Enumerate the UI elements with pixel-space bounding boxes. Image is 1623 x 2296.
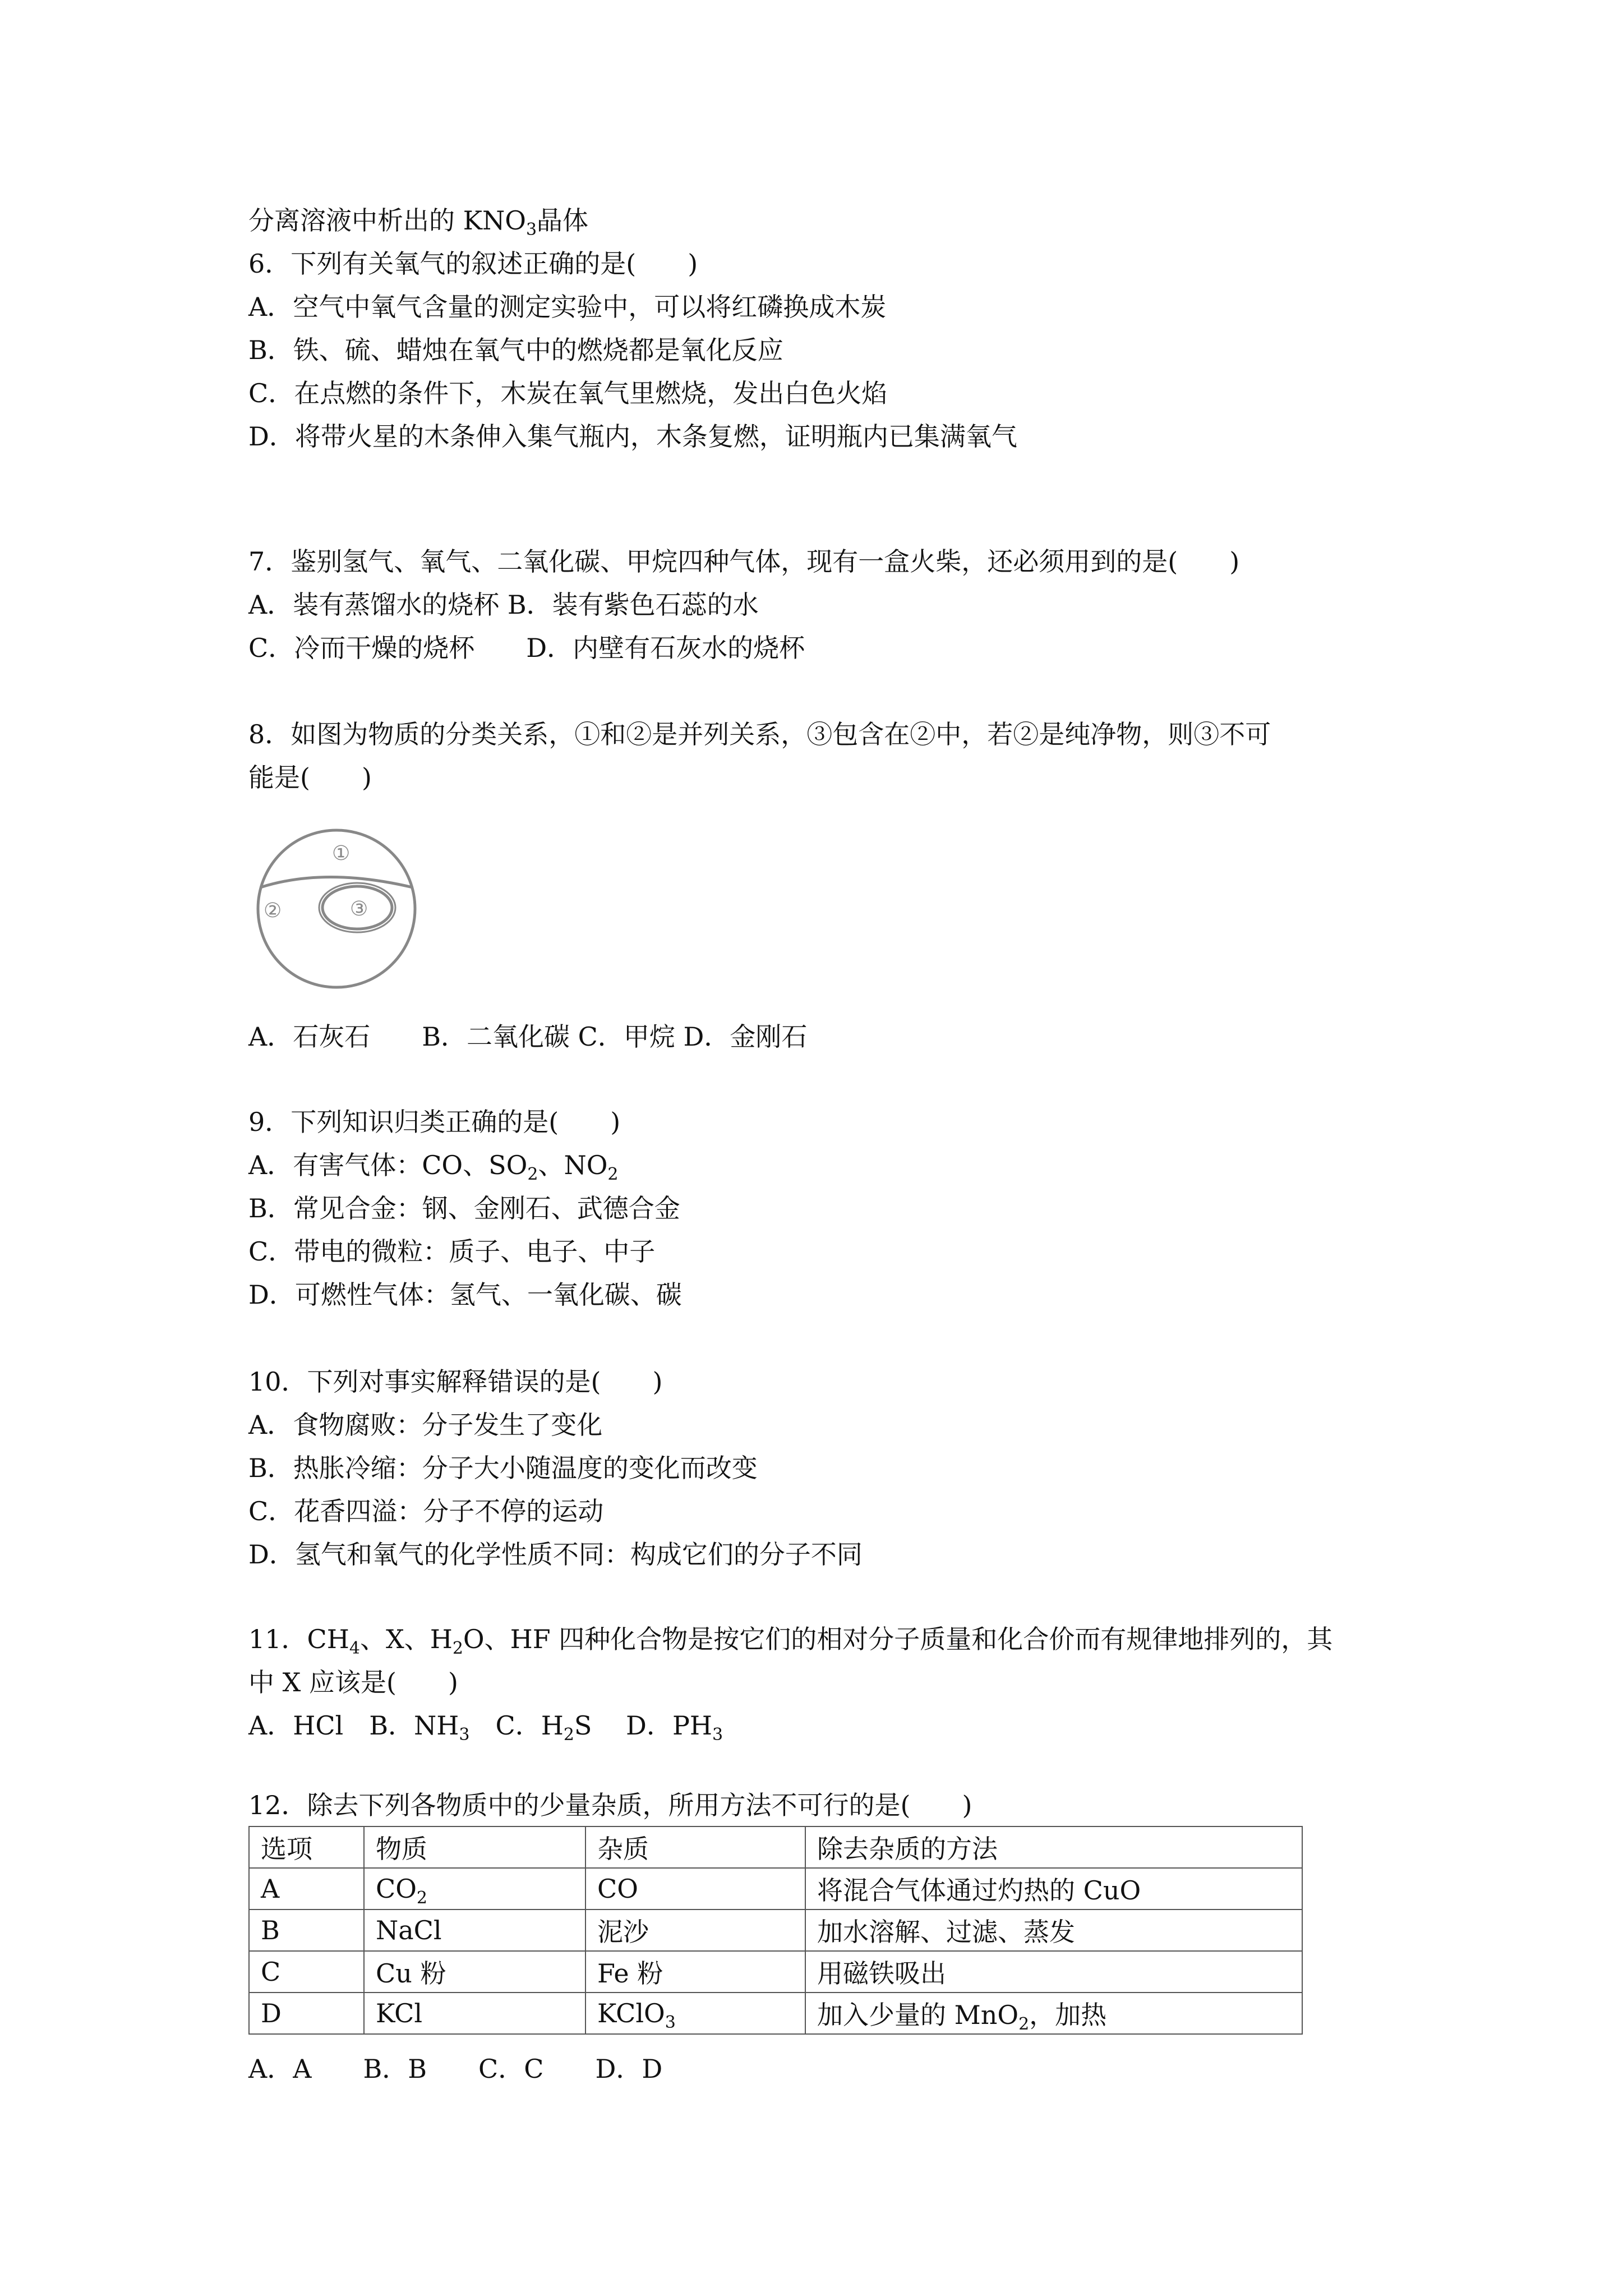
cell-text-end: ，加热 — [1029, 2000, 1107, 2030]
classification-diagram — [247, 825, 437, 993]
table-cell: A — [249, 1868, 364, 1910]
table-cell — [805, 1910, 1302, 1951]
question-stem-line-2: 中 X 应该是( ) — [248, 1667, 458, 1697]
question-stem-line-1: 8．如图为物质的分类关系，①和②是并列关系，③包含在②中，若②是纯净物，则③不可 — [248, 719, 1271, 749]
stem-text-2: 、X、H — [359, 1624, 453, 1654]
table-cell — [805, 1993, 1302, 2034]
question-8 — [248, 713, 1415, 799]
option-a-text-mid: 、NO — [538, 1150, 608, 1180]
table-cell — [364, 1868, 585, 1910]
option-b: B．热胀冷缩：分子大小随温度的变化而改变 — [248, 1453, 758, 1483]
table-cell — [585, 1993, 805, 2034]
cell-text: KCl — [376, 1998, 423, 2028]
table-row — [249, 1868, 1302, 1910]
cell-text: Cu 粉 — [376, 1958, 446, 1989]
question-7 — [248, 540, 1415, 670]
option-b: B．常见合金：钢、金刚石、武德合金 — [248, 1193, 680, 1223]
options-row — [248, 1704, 1415, 1747]
table-cell — [364, 1951, 585, 1993]
option-c: C．在点燃的条件下，木炭在氧气里燃烧，发出白色火焰 — [248, 378, 888, 408]
question-stem-line-2: 能是( ) — [248, 762, 372, 793]
options-subscript-1: 3 — [459, 1725, 470, 1745]
cell-text: 加入少量的 MnO — [817, 2000, 1019, 2030]
question-12-options: A．A B．B C．C D．D — [248, 2054, 663, 2084]
table-row — [249, 1951, 1302, 1993]
cell-text: CO — [597, 1874, 638, 1904]
intro-text: 分离溶液中析出的 KNO — [248, 205, 526, 236]
table-cell — [805, 1868, 1302, 1910]
option-b: B．铁、硫、蜡烛在氧气中的燃烧都是氧化反应 — [248, 335, 783, 365]
cell-text: KClO — [597, 1998, 665, 2028]
cell-text: 泥沙 — [597, 1917, 649, 1947]
cell-subscript: 3 — [665, 2013, 676, 2032]
intro-line — [248, 199, 1415, 242]
intro-subscript: 3 — [525, 220, 537, 240]
label-1: ① — [332, 842, 351, 865]
table-cell: D — [249, 1993, 364, 2034]
stem-text-3: O、HF 四种化合物是按它们的相对分子质量和化合价而有规律地排列的，其 — [463, 1624, 1333, 1654]
option-a: A．空气中氧气含量的测定实验中，可以将红磷换成木炭 — [248, 292, 887, 322]
question-10 — [248, 1360, 1415, 1576]
impurity-table — [248, 1826, 1303, 2035]
option-d: D．氢气和氧气的化学性质不同：构成它们的分子不同 — [248, 1539, 863, 1570]
header-cell: 杂质 — [585, 1826, 805, 1868]
label-3: ③ — [350, 898, 368, 921]
option-a-subscript-1: 2 — [527, 1165, 538, 1184]
cell-text: 用磁铁吸出 — [817, 1958, 946, 1989]
options-row-2: C．冷而干燥的烧杯 D．内壁有石灰水的烧杯 — [248, 633, 805, 663]
option-d: D．可燃性气体：氢气、一氧化碳、碳 — [248, 1280, 682, 1310]
question-stem: 7．鉴别氢气、氧气、二氧化碳、甲烷四种气体，现有一盒火柴，还必须用到的是( ) — [248, 546, 1240, 577]
options-subscript-2: 2 — [563, 1725, 574, 1745]
question-stem: 10．下列对事实解释错误的是( ) — [248, 1366, 663, 1397]
header-cell: 除去杂质的方法 — [805, 1826, 1302, 1868]
stem-text-1: 11．CH — [248, 1624, 349, 1654]
question-6 — [248, 242, 1415, 458]
table-cell: C — [249, 1951, 364, 1993]
table-cell: B — [249, 1910, 364, 1951]
options-text-1: A．HCl B．NH — [248, 1710, 459, 1741]
cell-text: 将混合气体通过灼热的 CuO — [817, 1875, 1141, 1906]
header-cell: 物质 — [364, 1826, 585, 1868]
option-a-subscript-2: 2 — [607, 1165, 619, 1184]
question-12-stem: 12．除去下列各物质中的少量杂质，所用方法不可行的是( ) — [248, 1790, 972, 1820]
option-c: C．花香四溢：分子不停的运动 — [248, 1496, 604, 1526]
option-a — [248, 1144, 1415, 1187]
cell-subscript: 2 — [1018, 2014, 1030, 2034]
question-stem: 9．下列知识归类正确的是( ) — [248, 1107, 621, 1137]
table-row — [249, 1993, 1302, 2034]
cell-subscript: 2 — [416, 1888, 428, 1908]
table-cell — [805, 1951, 1302, 1993]
table-cell — [364, 1910, 585, 1951]
label-2: ② — [264, 899, 282, 922]
question-stem-line-1 — [248, 1618, 1415, 1661]
question-stem: 6．下列有关氧气的叙述正确的是( ) — [248, 249, 698, 279]
option-a: A．食物腐败：分子发生了变化 — [248, 1410, 603, 1440]
cell-text: 加水溶解、过滤、蒸发 — [817, 1917, 1075, 1947]
stem-subscript-2: 2 — [452, 1639, 463, 1658]
options-row-1: A．装有蒸馏水的烧杯 B．装有紫色石蕊的水 — [248, 590, 759, 620]
table-row — [249, 1910, 1302, 1951]
cell-text: CO — [376, 1874, 417, 1904]
question-8-options: A．石灰石 B．二氧化碳 C．甲烷 D．金刚石 — [248, 1022, 808, 1052]
dividing-curve — [260, 877, 413, 888]
header-cell: 选项 — [249, 1826, 364, 1868]
option-d: D．将带火星的木条伸入集气瓶内，木条复燃，证明瓶内已集满氧气 — [248, 421, 1017, 452]
cell-text: NaCl — [376, 1915, 442, 1945]
stem-subscript-1: 4 — [349, 1639, 360, 1658]
intro-text-end: 晶体 — [537, 205, 589, 236]
option-a-text: A．有害气体：CO、SO — [248, 1150, 528, 1180]
options-subscript-3: 3 — [712, 1725, 723, 1745]
options-text-3: S D．PH — [574, 1710, 713, 1741]
table-header-row — [249, 1826, 1302, 1868]
question-9 — [248, 1101, 1415, 1317]
cell-text: Fe 粉 — [597, 1958, 663, 1989]
options-text-2: C．H — [469, 1710, 564, 1741]
table-cell — [364, 1993, 585, 2034]
question-11 — [248, 1618, 1415, 1747]
table-cell — [585, 1910, 805, 1951]
option-c: C．带电的微粒：质子、电子、中子 — [248, 1236, 656, 1267]
table-cell — [585, 1868, 805, 1910]
table-cell — [585, 1951, 805, 1993]
